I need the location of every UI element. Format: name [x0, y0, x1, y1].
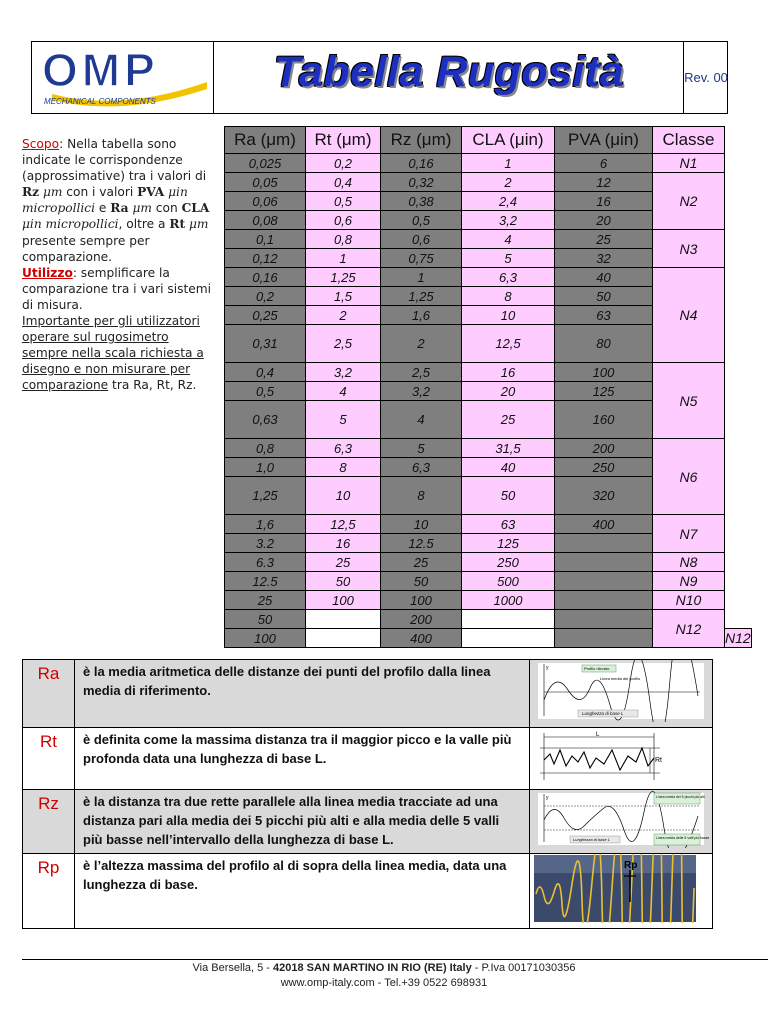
cell-cla: 1 — [462, 154, 555, 173]
cell-cla: 8 — [462, 287, 555, 306]
scopo-text: presente sempre per comparazione. — [22, 233, 150, 264]
cell-rt: 0,5 — [306, 192, 381, 211]
cell-pva: 320 — [555, 477, 653, 515]
cell-cla: 25 — [462, 401, 555, 439]
cell-ra: 0,5 — [225, 382, 306, 401]
roughness-table — [224, 126, 752, 648]
title-box — [214, 42, 684, 113]
cell-rt — [306, 610, 381, 629]
scopo-text: , oltre a — [118, 217, 170, 232]
cell-pva: 63 — [555, 306, 653, 325]
header-cla: CLA (μin) — [462, 127, 555, 154]
cell-cla — [462, 610, 555, 629]
cell-cla: 6,3 — [462, 268, 555, 287]
table-row — [225, 363, 752, 382]
table-row — [225, 591, 752, 610]
cell-ra: 0,2 — [225, 287, 306, 306]
rt-term: Rt — [169, 217, 186, 232]
table-row — [225, 439, 752, 458]
cell-rt — [306, 629, 381, 648]
cell-rz: 12.5 — [381, 534, 462, 553]
ra-diagram-label: Profilo rilevato — [584, 666, 610, 671]
cell-classe: N8 — [653, 553, 725, 572]
logo-text: OMP — [42, 44, 159, 96]
cell-rt: 12,5 — [306, 515, 381, 534]
cell-classe: N9 — [653, 572, 725, 591]
cell-ra: 0,12 — [225, 249, 306, 268]
cell-rt: 10 — [306, 477, 381, 515]
cell-ra: 0,4 — [225, 363, 306, 382]
definitions-table — [22, 659, 713, 929]
cell-ra: 0,1 — [225, 230, 306, 249]
importante-note: Importante per gli utilizzatori operare sul rugosimetro sempre nella scala richiesta a disegno e non misurare per comparazione — [22, 314, 204, 393]
intro-text — [22, 136, 218, 394]
header-rz: Rz (μm) — [381, 127, 462, 154]
table-row — [225, 572, 752, 591]
table-row — [225, 230, 752, 249]
footer-city: 42018 SAN MARTINO IN RIO (RE) Italy — [273, 962, 472, 974]
cell-classe: N12 — [725, 630, 751, 646]
logo-subtitle: MECHANICAL COMPONENTS — [44, 97, 156, 106]
cell-cla: 500 — [462, 572, 555, 591]
definition-symbol: Rz — [23, 790, 75, 854]
definition-row-rp — [23, 854, 713, 929]
cell-ra: 0,025 — [225, 154, 306, 173]
definition-row-rz — [23, 790, 713, 854]
cell-cla: 3,2 — [462, 211, 555, 230]
cell-cla: 4 — [462, 230, 555, 249]
cell-ra: 0,06 — [225, 192, 306, 211]
header-ra: Ra (μm) — [225, 127, 306, 154]
cell-pva: 16 — [555, 192, 653, 211]
cell-rt: 16 — [306, 534, 381, 553]
cell-ra: 0,8 — [225, 439, 306, 458]
ra-diagram-label: Linea media del profilo — [600, 676, 641, 681]
definition-symbol: Rt — [23, 728, 75, 790]
cell-cla — [462, 629, 555, 648]
cell-rz: 4 — [381, 401, 462, 439]
cell-rt: 3,2 — [306, 363, 381, 382]
cell-pva: 12 — [555, 173, 653, 192]
revision-label: Rev. 00 — [684, 70, 728, 85]
cell-ra: 1,25 — [225, 477, 306, 515]
cell-cla: 50 — [462, 477, 555, 515]
definition-symbol: Ra — [23, 660, 75, 728]
rt-diagram-label: Rt — [655, 757, 662, 764]
cell-rz: 50 — [381, 572, 462, 591]
cell-pva: 6 — [555, 154, 653, 173]
definition-text: è la distanza tra due rette parallele alla linea media tracciate ad una distanza pari alla media dei 5 picchi più alti e alla media delle 5 valli più basse nell’intervallo della lunghezza di base L. — [75, 790, 530, 854]
rp-profile-photo-icon — [530, 854, 712, 923]
scopo-text: con — [151, 201, 182, 216]
header-pva: PVA (μin) — [555, 127, 653, 154]
cell-pva — [555, 553, 653, 572]
scopo-text: e — [95, 201, 111, 216]
rz-diagram-label: Linea media delle 5 valli più basse — [656, 836, 710, 840]
rz-term: Rz — [22, 185, 40, 200]
table-row — [225, 515, 752, 534]
footer-vat: - P.Iva 00171030356 — [471, 962, 576, 974]
scopo-label: Scopo — [22, 137, 60, 151]
cell-ra: 6.3 — [225, 553, 306, 572]
cell-ra: 100 — [225, 629, 306, 648]
cell-pva: 125 — [555, 382, 653, 401]
cell-classe: N4 — [653, 268, 725, 363]
cell-cla: 20 — [462, 382, 555, 401]
rp-diagram — [530, 854, 713, 929]
definition-text: è definita come la massima distanza tra il maggior picco e la valle più profonda data una lunghezza di base L. — [75, 728, 530, 790]
cell-pva — [555, 591, 653, 610]
cell-rz: 1,25 — [381, 287, 462, 306]
cell-rz: 10 — [381, 515, 462, 534]
table-row — [225, 553, 752, 572]
cell-rt: 0,8 — [306, 230, 381, 249]
table-body — [225, 154, 752, 648]
cell-rz: 25 — [381, 553, 462, 572]
cell-pva: 200 — [555, 439, 653, 458]
cell-rt: 0,6 — [306, 211, 381, 230]
cell-rt: 0,2 — [306, 154, 381, 173]
cell-cla: 12,5 — [462, 325, 555, 363]
definition-row-rt — [23, 728, 713, 790]
cell-rz: 0,32 — [381, 173, 462, 192]
header-rt: Rt (μm) — [306, 127, 381, 154]
cell-rz: 8 — [381, 477, 462, 515]
pva-term: PVA — [137, 185, 165, 200]
cell-ra: 3.2 — [225, 534, 306, 553]
header-classe: Classe — [653, 127, 725, 154]
cell-classe: N2 — [653, 173, 725, 230]
cell-rt: 5 — [306, 401, 381, 439]
rz-diagram-label: Linea media dei 5 picchi più alti — [656, 795, 705, 799]
cell-classe: N6 — [653, 439, 725, 515]
unit-um: μm — [132, 201, 152, 216]
table-row — [225, 173, 752, 192]
cell-classe: N12 — [653, 610, 725, 648]
utilizzo-text: : semplificare la comparazione tra i vari sistemi di misura. — [22, 265, 212, 312]
cell-rt: 25 — [306, 553, 381, 572]
cell-pva: 400 — [555, 515, 653, 534]
footer-divider — [22, 959, 768, 960]
cell-cla: 250 — [462, 553, 555, 572]
table-row — [225, 154, 752, 173]
ra-diagram-label: Lunghezza di base L — [582, 711, 624, 716]
cell-classe: N1 — [653, 154, 725, 173]
cell-rz: 2 — [381, 325, 462, 363]
cell-classe: N7 — [653, 515, 725, 553]
intro-tail: tra Ra, Rt, Rz. — [108, 378, 197, 393]
omp-logo-icon — [32, 42, 214, 113]
page-title: Tabella Rugosità — [273, 48, 625, 96]
cell-ra: 1,6 — [225, 515, 306, 534]
definition-text: è l’altezza massima del profilo al di sopra della linea media, data una lunghezza di base. — [75, 854, 530, 929]
cell-pva: 100 — [555, 363, 653, 382]
cell-cla: 125 — [462, 534, 555, 553]
rz-diagram-y: y — [546, 795, 549, 801]
cell-rt: 8 — [306, 458, 381, 477]
cell-cla: 2 — [462, 173, 555, 192]
cell-cla: 1000 — [462, 591, 555, 610]
ra-diagram-y: y — [546, 665, 549, 671]
cell-pva — [555, 610, 653, 629]
cell-pva: 40 — [555, 268, 653, 287]
unit-uin: μin micropollici — [22, 217, 119, 232]
rt-diagram — [530, 728, 713, 790]
cell-rz: 0,38 — [381, 192, 462, 211]
cell-cla: 2,4 — [462, 192, 555, 211]
cell-classe: N10 — [653, 591, 725, 610]
cell-rz: 5 — [381, 439, 462, 458]
rt-diagram-label: L — [596, 732, 600, 738]
company-logo — [32, 42, 214, 113]
cell-ra: 0,16 — [225, 268, 306, 287]
ra-term: Ra — [110, 201, 129, 216]
definition-text: è la media aritmetica delle distanze dei punti del profilo dalla linea media di riferimento. — [75, 660, 530, 728]
rz-diagram-label: Lunghezza di base L — [573, 837, 610, 842]
footer-contact: www.omp-italy.com - Tel.+39 0522 698931 — [280, 977, 488, 989]
cell-rz: 1 — [381, 268, 462, 287]
cell-cla: 10 — [462, 306, 555, 325]
header-box — [31, 41, 728, 114]
cell-rt: 2,5 — [306, 325, 381, 363]
scopo-text: con i valori — [62, 185, 138, 200]
cell-classe: N5 — [653, 363, 725, 439]
cell-cla: 16 — [462, 363, 555, 382]
cell-pva — [555, 572, 653, 591]
footer-street: Via Bersella, 5 - — [192, 962, 274, 974]
cell-cla: 5 — [462, 249, 555, 268]
cell-rt: 2 — [306, 306, 381, 325]
cell-pva — [555, 629, 653, 648]
cell-cla: 63 — [462, 515, 555, 534]
unit-um: μm — [189, 217, 209, 232]
cell-ra: 12.5 — [225, 572, 306, 591]
cell-ra: 0,31 — [225, 325, 306, 363]
scopo-text: : Nella tabella sono indicate le corrispondenze (approssimative) tra i valori di — [22, 137, 207, 184]
cell-rz: 400 — [381, 629, 462, 648]
cell-rt: 100 — [306, 591, 381, 610]
table-row — [225, 610, 752, 629]
cell-ra: 50 — [225, 610, 306, 629]
cell-classe: N3 — [653, 230, 725, 268]
rp-diagram-label: Rp — [624, 860, 638, 871]
cell-rz: 0,6 — [381, 230, 462, 249]
cell-pva: 250 — [555, 458, 653, 477]
cell-ra: 1,0 — [225, 458, 306, 477]
definition-row-ra — [23, 660, 713, 728]
cell-cla: 40 — [462, 458, 555, 477]
cell-pva — [555, 534, 653, 553]
cell-pva: 80 — [555, 325, 653, 363]
cell-rz: 2,5 — [381, 363, 462, 382]
ra-profile-diagram-icon — [530, 660, 712, 722]
utilizzo-label: Utilizzo — [22, 265, 73, 280]
cell-rz: 6,3 — [381, 458, 462, 477]
cell-pva: 50 — [555, 287, 653, 306]
cell-rz: 1,6 — [381, 306, 462, 325]
cell-ra: 25 — [225, 591, 306, 610]
cell-rt: 1 — [306, 249, 381, 268]
cell-rt: 1,5 — [306, 287, 381, 306]
table-row — [225, 268, 752, 287]
unit-uin: μin micropollici — [22, 185, 188, 216]
ra-diagram — [530, 660, 713, 728]
cell-pva: 25 — [555, 230, 653, 249]
cell-rz: 200 — [381, 610, 462, 629]
cell-rt: 6,3 — [306, 439, 381, 458]
definition-symbol: Rp — [23, 854, 75, 929]
cell-pva: 20 — [555, 211, 653, 230]
cell-rz: 3,2 — [381, 382, 462, 401]
cell-rz: 0,5 — [381, 211, 462, 230]
cell-ra: 0,08 — [225, 211, 306, 230]
cell-ra: 0,25 — [225, 306, 306, 325]
cell-rt: 1,25 — [306, 268, 381, 287]
cell-rz: 0,75 — [381, 249, 462, 268]
cell-pva: 160 — [555, 401, 653, 439]
cell-cla: 31,5 — [462, 439, 555, 458]
rz-diagram — [530, 790, 713, 854]
cell-rz: 0,16 — [381, 154, 462, 173]
cell-ra: 0,63 — [225, 401, 306, 439]
rt-profile-diagram-icon — [530, 728, 712, 784]
table-header-row — [225, 127, 752, 154]
cell-ra: 0,05 — [225, 173, 306, 192]
footer-address — [0, 962, 768, 974]
unit-um: μm — [42, 185, 63, 200]
cla-term: CLA — [181, 201, 210, 216]
cell-rt: 0,4 — [306, 173, 381, 192]
cell-rt: 50 — [306, 572, 381, 591]
rz-profile-diagram-icon — [530, 790, 712, 848]
cell-rt: 4 — [306, 382, 381, 401]
cell-pva: 32 — [555, 249, 653, 268]
cell-rz: 100 — [381, 591, 462, 610]
